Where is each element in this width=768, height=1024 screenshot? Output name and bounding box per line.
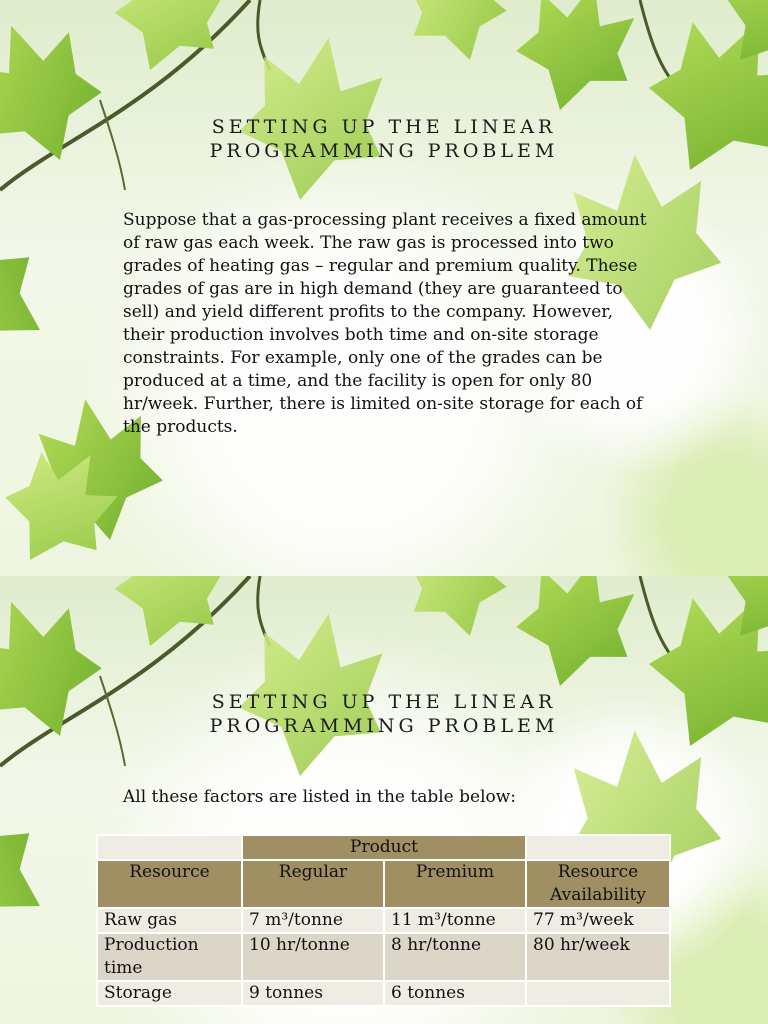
- table-cell: 80 hr/week: [526, 933, 670, 981]
- table-cell: 11 m³/tonne: [384, 908, 526, 933]
- title-line-1: SETTING UP THE LINEAR: [211, 691, 557, 713]
- slide-2: [0, 576, 768, 1024]
- table-row: [97, 981, 670, 1006]
- table-header-blank: [526, 835, 670, 860]
- column-header: Premium: [384, 860, 526, 908]
- title-line-1: SETTING UP THE LINEAR: [211, 116, 557, 138]
- slide-title: [0, 115, 768, 163]
- table-header-row: [97, 860, 670, 908]
- table-cell: 77 m³/week: [526, 908, 670, 933]
- table-cell: 6 tonnes: [384, 981, 526, 1006]
- table-cell: Production time: [97, 933, 242, 981]
- table-group-header-row: [97, 835, 670, 860]
- table-row: [97, 933, 670, 981]
- body-paragraph: Suppose that a gas-processing plant receives a fixed amount of raw gas each week. The raw gas is processed into two grades of heating gas – regular and premium quality. These grades of gas are in high demand (they are guaranteed to sell) and yield different profits to the company. However, their production involves both time and on-site storage constraints. For example, only one of the grades can be produced at a time, and the facility is open for only 80 hr/week. Further, there is limited on-site storage for each of the products.: [123, 210, 647, 437]
- table-cell: 10 hr/tonne: [242, 933, 384, 981]
- title-line-2: PROGRAMMING PROBLEM: [209, 715, 559, 737]
- table-header-blank: [97, 835, 242, 860]
- column-header: Regular: [242, 860, 384, 908]
- title-line-2: PROGRAMMING PROBLEM: [209, 140, 559, 162]
- column-header: Resource Availability: [526, 860, 670, 908]
- table-cell: Storage: [97, 981, 242, 1006]
- product-group-header: Product: [242, 835, 526, 860]
- intro-text: All these factors are listed in the table below:: [123, 787, 517, 807]
- table-cell: 9 tonnes: [242, 981, 384, 1006]
- table-cell: Raw gas: [97, 908, 242, 933]
- table-cell: [526, 981, 670, 1006]
- table-cell: 8 hr/tonne: [384, 933, 526, 981]
- column-header: Resource: [97, 860, 242, 908]
- resource-table: [96, 834, 671, 1007]
- table-cell: 7 m³/tonne: [242, 908, 384, 933]
- table-row: [97, 908, 670, 933]
- slide-title: [0, 690, 768, 738]
